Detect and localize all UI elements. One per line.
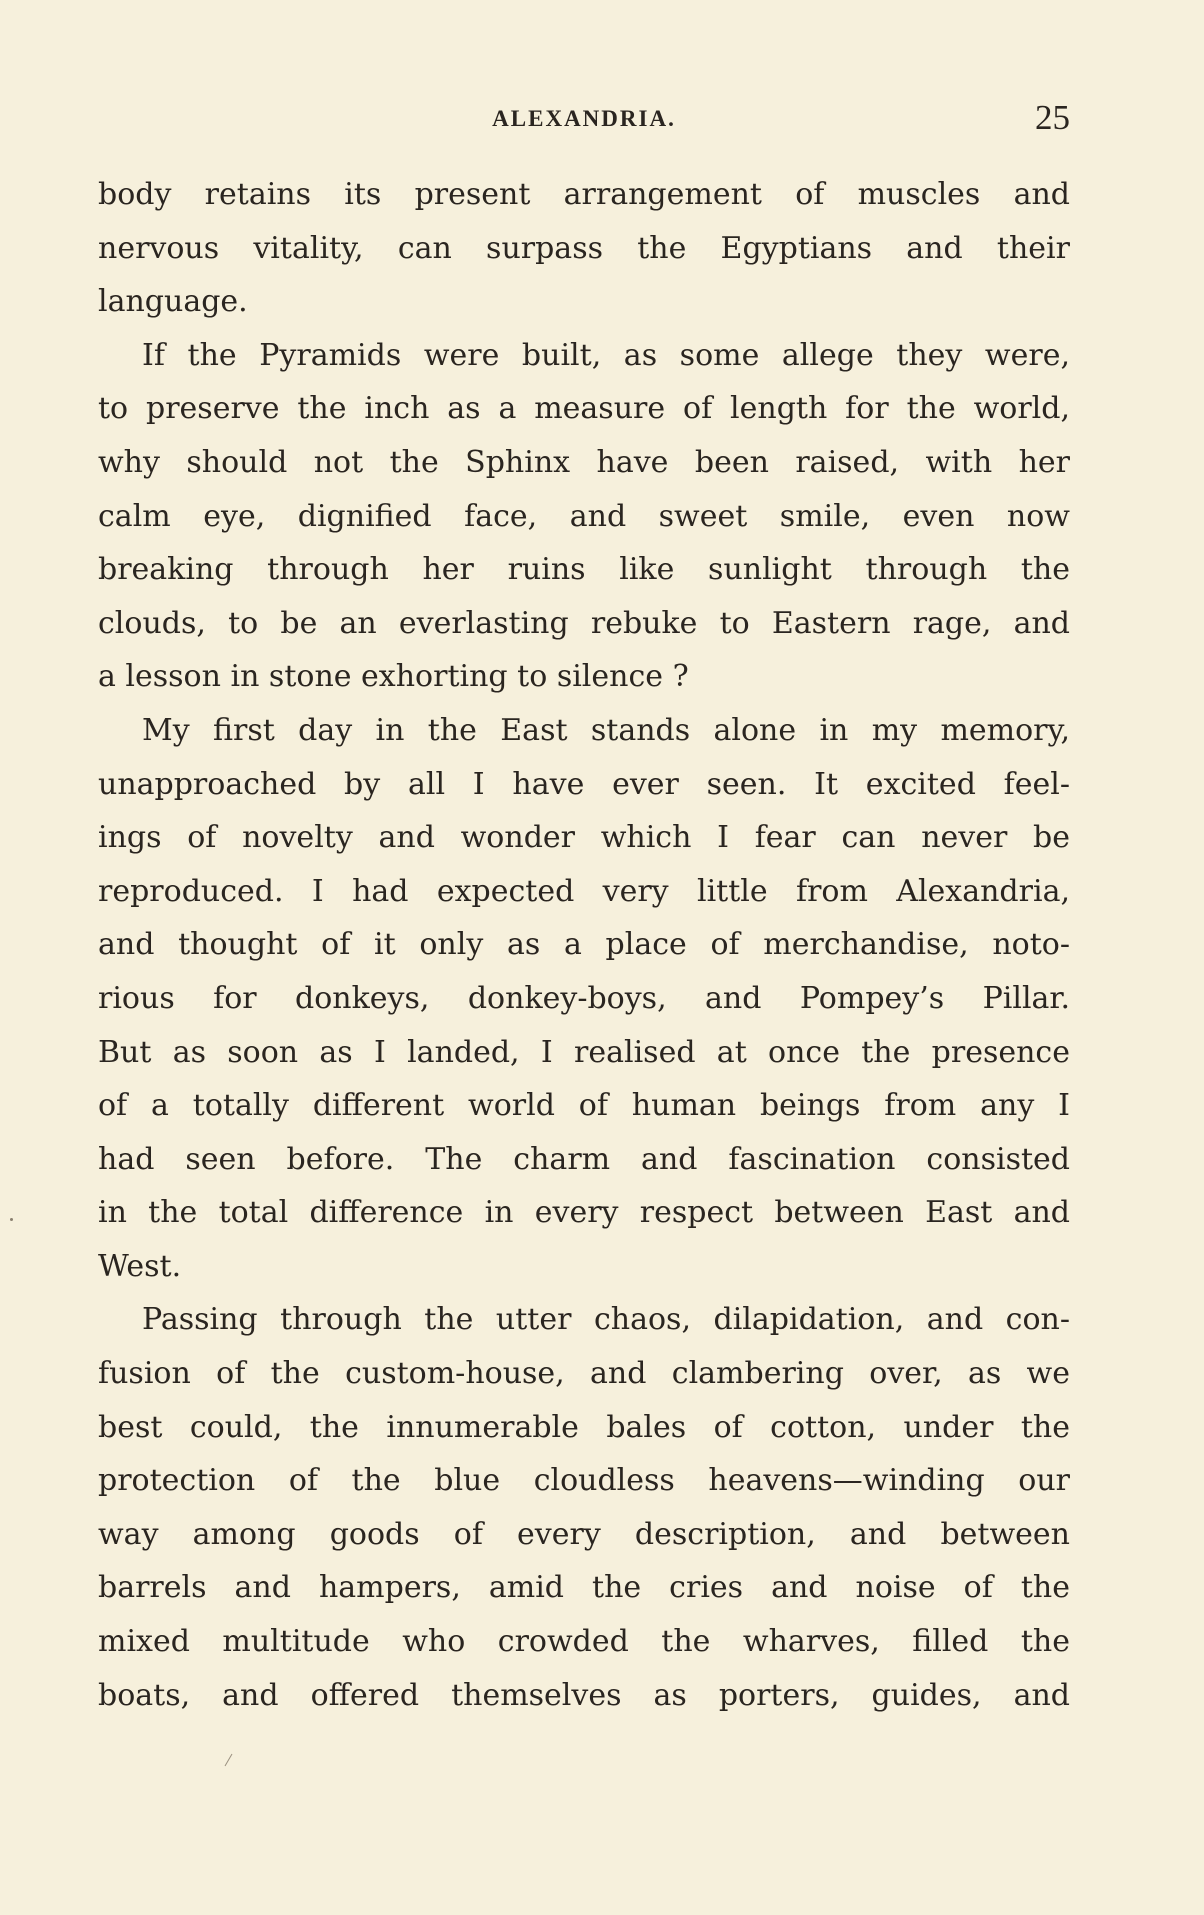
text-line: fusion of the custom-house, and clambering over, as we xyxy=(98,1356,1070,1392)
text-line: West. xyxy=(98,1248,182,1284)
text-line: nervous vitality, can surpass the Egyptians and their xyxy=(98,230,1070,266)
paragraph xyxy=(98,168,1070,329)
text-line: reproduced. I had expected very little from Alexandria, xyxy=(98,873,1070,909)
text-line: ings of novelty and wonder which I fear can never be xyxy=(98,820,1070,856)
running-title: ALEXANDRIA. xyxy=(492,106,676,131)
text-line: My first day in the East stands alone in my memory, xyxy=(142,712,1070,748)
text-line: in the total difference in every respect between East and xyxy=(98,1195,1070,1231)
running-head xyxy=(98,98,1070,142)
text-line: clouds, to be an everlasting rebuke to Eastern rage, and xyxy=(98,605,1070,641)
text-line: calm eye, dignified face, and sweet smile, even now xyxy=(98,498,1070,534)
body-text xyxy=(98,168,1070,1722)
text-line: of a totally different world of human beings from any I xyxy=(98,1088,1070,1124)
text-line: unapproached by all I have ever seen. It excited feel- xyxy=(98,766,1070,802)
text-line: mixed multitude who crowded the wharves, filled the xyxy=(98,1624,1070,1660)
page-number: 25 xyxy=(1035,98,1070,137)
paper-speck xyxy=(10,1218,13,1221)
paragraph xyxy=(98,329,1070,704)
text-line: why should not the Sphinx have been raised, with her xyxy=(98,444,1070,480)
text-line: Passing through the utter chaos, dilapidation, and con- xyxy=(142,1302,1070,1338)
text-line: rious for donkeys, donkey-boys, and Pompey’s Pillar. xyxy=(98,980,1070,1016)
text-line: and thought of it only as a place of merchandise, noto- xyxy=(98,927,1070,963)
text-line: had seen before. The charm and fascination consisted xyxy=(98,1141,1070,1177)
text-line: way among goods of every description, and between xyxy=(98,1516,1070,1552)
text-line: best could, the innumerable bales of cotton, under the xyxy=(98,1409,1070,1445)
text-line: language. xyxy=(98,284,248,320)
text-line: to preserve the inch as a measure of length for the world, xyxy=(98,391,1070,427)
text-line: If the Pyramids were built, as some allege they were, xyxy=(142,337,1070,373)
paragraph xyxy=(98,704,1070,1294)
paragraph xyxy=(98,1293,1070,1722)
text-line: barrels and hampers, amid the cries and noise of the xyxy=(98,1570,1070,1606)
text-line: protection of the blue cloudless heavens—winding our xyxy=(98,1463,1070,1499)
text-line: body retains its present arrangement of muscles and xyxy=(98,177,1070,212)
text-line: breaking through her ruins like sunlight through the xyxy=(98,552,1070,588)
text-line: a lesson in stone exhorting to silence ? xyxy=(98,659,689,695)
paper-mark xyxy=(225,1754,233,1767)
text-line: But as soon as I landed, I realised at once the presence xyxy=(98,1034,1070,1070)
text-line: boats, and offered themselves as porters, guides, and xyxy=(98,1677,1070,1713)
